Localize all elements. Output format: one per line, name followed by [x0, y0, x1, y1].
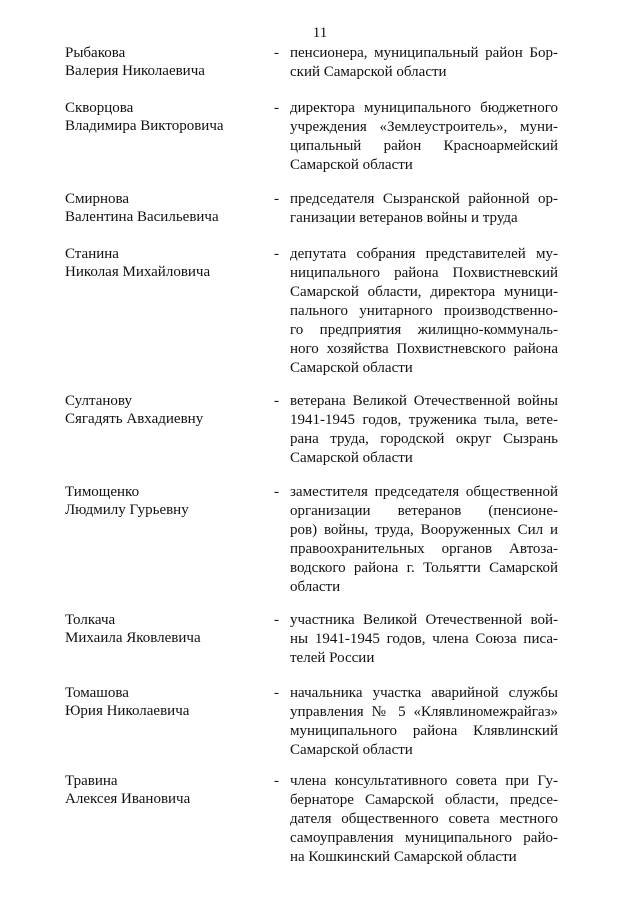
description-line: ганизации ветеранов войны и труда — [290, 210, 518, 226]
given-names: Сягадять Авхадиевну — [65, 411, 204, 427]
surname: Султанову — [65, 393, 132, 409]
dash-separator: - — [274, 484, 279, 500]
person-name — [65, 684, 265, 720]
description-line: пенсионера, муниципальный район Бор- — [290, 45, 558, 61]
description-line: ципальный район Красноармейский — [290, 138, 558, 154]
description-line: начальника участка аварийной службы — [290, 685, 558, 701]
given-names: Юрия Николаевича — [65, 703, 190, 719]
person-name — [65, 611, 265, 647]
given-names: Михаила Яковлевича — [65, 630, 201, 646]
description-line: ветерана Великой Отечественной войны — [290, 393, 558, 409]
given-names: Николая Михайловича — [65, 264, 211, 280]
description-line: ного хозяйства Похвистневского района — [290, 341, 558, 357]
description-line: члена консультативного совета при Гу- — [290, 773, 558, 789]
person-description — [290, 684, 558, 760]
description-line: пального унитарного производственно- — [290, 303, 558, 319]
person-name — [65, 99, 265, 135]
description-line: Самарской области — [290, 450, 413, 466]
description-line: Самарской области — [290, 157, 413, 173]
person-name — [65, 483, 265, 519]
description-line: ров) войны, труда, Вооруженных Сил и — [290, 522, 558, 538]
description-line: участника Великой Отечественной вой- — [290, 612, 558, 628]
person-description — [290, 772, 558, 867]
person-description — [290, 44, 558, 82]
surname: Тимощенко — [65, 484, 140, 500]
given-names: Алексея Ивановича — [65, 791, 191, 807]
person-description — [290, 99, 558, 175]
description-line: депутата собрания представителей му- — [290, 246, 558, 262]
description-line: Самарской области — [290, 742, 413, 758]
description-line: водского района г. Тольятти Самарской — [290, 560, 558, 576]
surname: Скворцова — [65, 100, 134, 116]
given-names: Людмилу Гурьевну — [65, 502, 189, 518]
person-name — [65, 245, 265, 281]
surname: Смирнова — [65, 191, 130, 207]
person-name — [65, 772, 265, 808]
surname: Станина — [65, 246, 119, 262]
dash-separator: - — [274, 685, 279, 701]
dash-separator: - — [274, 246, 279, 262]
description-line: на Кошкинский Самарской области — [290, 849, 517, 865]
person-description — [290, 245, 558, 378]
surname: Томашова — [65, 685, 129, 701]
description-line: управления № 5 «Клявлиномежрайгаз» — [290, 704, 558, 720]
dash-separator: - — [274, 45, 279, 61]
description-line: 1941-1945 годов, труженика тыла, вете- — [290, 412, 558, 428]
person-name — [65, 190, 265, 226]
description-line: телей России — [290, 650, 375, 666]
description-line: председателя Сызранской районной ор- — [290, 191, 558, 207]
dash-separator: - — [274, 191, 279, 207]
dash-separator: - — [274, 393, 279, 409]
person-description — [290, 611, 558, 668]
description-line: Самарской области — [290, 360, 413, 376]
surname: Травина — [65, 773, 118, 789]
description-line: го предприятия жилищно-коммуналь- — [290, 322, 558, 338]
person-name — [65, 44, 265, 80]
description-line: муниципального района Клявлинский — [290, 723, 558, 739]
description-line: учреждения «Землеустроитель», муни- — [290, 119, 558, 135]
description-line: самоуправления муниципального райо- — [290, 830, 558, 846]
description-line: ниципального района Похвистневский — [290, 265, 558, 281]
person-name — [65, 392, 265, 428]
description-line: правоохранительных органов Автоза- — [290, 541, 558, 557]
description-line: бернаторе Самарской области, предсе- — [290, 792, 558, 808]
description-line: заместителя председателя общественной — [290, 484, 558, 500]
description-line: дателя общественного совета местного — [290, 811, 558, 827]
description-line: области — [290, 579, 341, 595]
surname: Толкача — [65, 612, 116, 628]
person-description — [290, 483, 558, 597]
dash-separator: - — [274, 612, 279, 628]
description-line: рана труда, городской округ Сызрань — [290, 431, 558, 447]
person-description — [290, 190, 558, 228]
description-line: ны 1941-1945 годов, члена Союза писа- — [290, 631, 558, 647]
given-names: Валентина Васильевича — [65, 209, 219, 225]
description-line: организации ветеранов (пенсионе- — [290, 503, 558, 519]
given-names: Валерия Николаевича — [65, 63, 205, 79]
given-names: Владимира Викторовича — [65, 118, 224, 134]
dash-separator: - — [274, 100, 279, 116]
description-line: директора муниципального бюджетного — [290, 100, 558, 116]
description-line: ский Самарской области — [290, 64, 447, 80]
surname: Рыбакова — [65, 45, 126, 61]
page-number: 11 — [312, 25, 328, 41]
dash-separator: - — [274, 773, 279, 789]
person-description — [290, 392, 558, 468]
description-line: Самарской области, директора муници- — [290, 284, 558, 300]
